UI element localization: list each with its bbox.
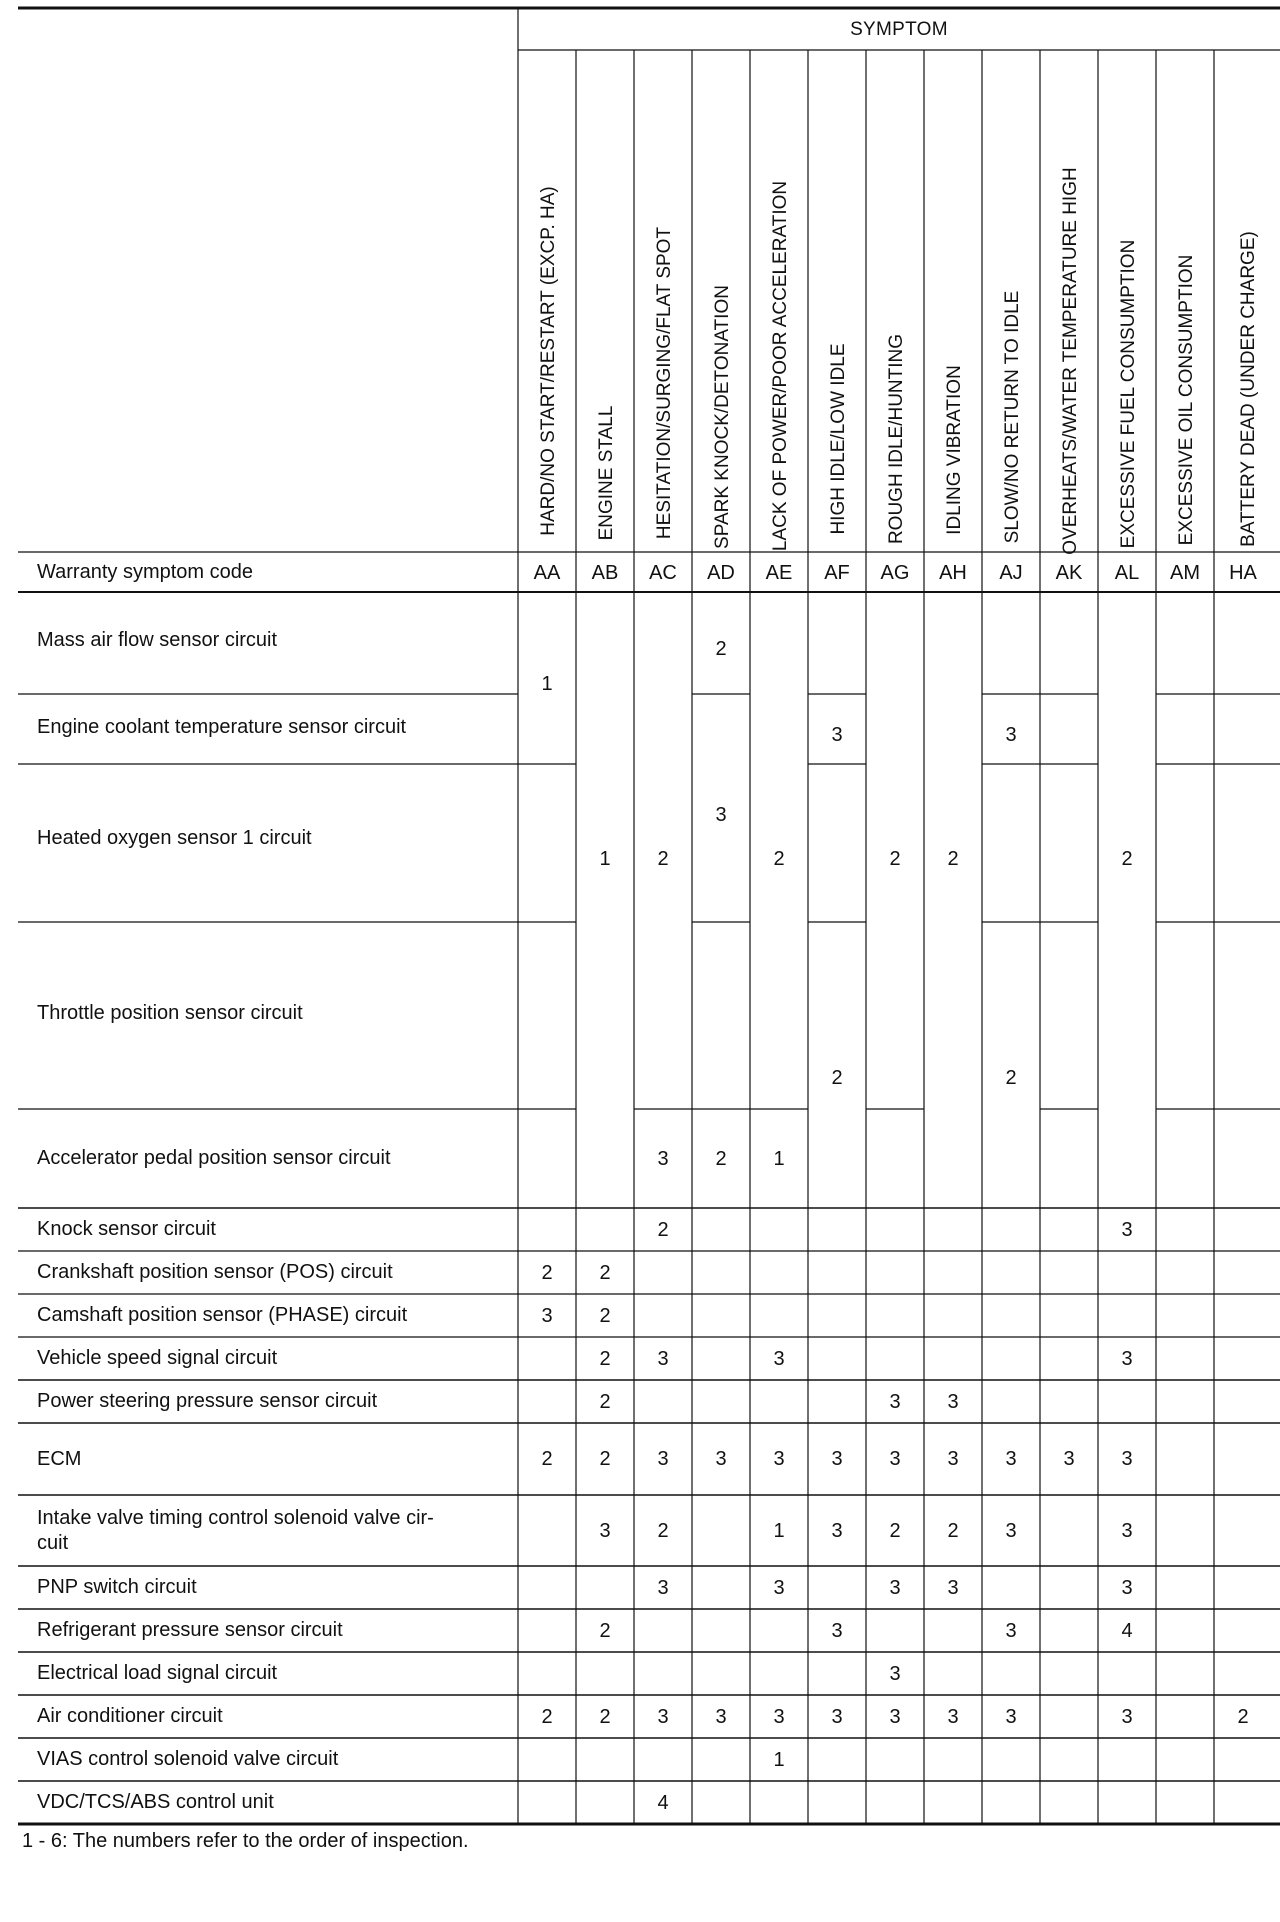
column-header-ak: OVERHEATS/WATER TEMPERATURE HIGH — [1060, 167, 1081, 555]
table-cell: 3 — [657, 1448, 669, 1470]
symptom-code: AH — [939, 561, 967, 584]
table-cell: 3 — [1121, 1448, 1133, 1470]
table-cell: 2 — [657, 848, 669, 870]
row-label: Camshaft position sensor (PHASE) circuit — [37, 1304, 408, 1326]
row-label: VIAS control solenoid valve circuit — [37, 1748, 339, 1770]
table-cell: 3 — [541, 1304, 553, 1327]
row-label: Intake valve timing control solenoid valve cir- cuit — [37, 1506, 434, 1554]
table-cell: 3 — [599, 1519, 611, 1542]
table-cell: 3 — [773, 1705, 785, 1728]
symptom-code: AE — [765, 561, 793, 584]
table-cell: 2 — [541, 1448, 553, 1470]
column-header-ha: BATTERY DEAD (UNDER CHARGE) — [1238, 230, 1259, 547]
symptom-code: HA — [1229, 561, 1257, 584]
column-header-aj: SLOW/NO RETURN TO IDLE — [1002, 290, 1023, 544]
table-cell: 3 — [657, 1705, 669, 1728]
table-cell: 3 — [1121, 1519, 1133, 1542]
column-header-al: EXCESSIVE FUEL CONSUMPTION — [1118, 240, 1139, 549]
table-cell: 3 — [657, 1147, 669, 1170]
table-cell: 3 — [1005, 1619, 1017, 1642]
footnote: 1 - 6: The numbers refer to the order of inspection. — [22, 1830, 469, 1852]
row-label: Knock sensor circuit — [37, 1218, 216, 1240]
symptom-code: AM — [1170, 561, 1200, 584]
symptom-code: AB — [591, 561, 619, 584]
table-cell: 1 — [599, 848, 611, 870]
table-cell: 2 — [657, 1218, 669, 1241]
table-cell: 2 — [541, 1261, 553, 1284]
table-cell: 3 — [831, 724, 843, 746]
table-cell: 3 — [657, 1576, 669, 1599]
column-header-aa: HARD/NO START/RESTART (EXCP. HA) — [538, 186, 559, 536]
column-header-ac: HESITATION/SURGING/FLAT SPOT — [654, 227, 675, 540]
table-cell: 3 — [1005, 724, 1017, 746]
table-cell: 3 — [831, 1705, 843, 1728]
table-cell: 2 — [599, 1448, 611, 1470]
column-header-ab: ENGINE STALL — [596, 405, 617, 541]
column-header-af: HIGH IDLE/LOW IDLE — [828, 343, 849, 535]
column-header-ag: ROUGH IDLE/HUNTING — [886, 334, 907, 545]
table-cell: 2 — [947, 1519, 959, 1542]
table-cell: 3 — [1121, 1705, 1133, 1728]
table-cell: 3 — [889, 1576, 901, 1599]
table-cell: 3 — [947, 1390, 959, 1413]
row-label: Power steering pressure sensor circuit — [37, 1390, 378, 1412]
symptom-code: AL — [1114, 561, 1140, 584]
row-label: VDC/TCS/ABS control unit — [37, 1791, 274, 1813]
row-label: Heated oxygen sensor 1 circuit — [37, 827, 312, 849]
table-cell: 2 — [1005, 1067, 1017, 1089]
symptom-header: SYMPTOM — [850, 19, 948, 40]
table-cell: 2 — [831, 1067, 843, 1089]
table-cell: 3 — [831, 1619, 843, 1642]
table-cell: 3 — [773, 1347, 785, 1370]
table-cell: 4 — [1121, 1619, 1133, 1642]
table-cell: 3 — [831, 1448, 843, 1470]
table-cell: 3 — [657, 1347, 669, 1370]
table-cell: 2 — [599, 1705, 611, 1728]
table-cell: 2 — [541, 1705, 553, 1728]
table-cell: 2 — [599, 1304, 611, 1327]
symptom-code: AA — [533, 561, 561, 584]
table-cell: 3 — [947, 1705, 959, 1728]
table-cell: 2 — [947, 848, 959, 870]
table-cell: 2 — [889, 1519, 901, 1542]
table-cell: 3 — [889, 1705, 901, 1728]
table-cell: 3 — [773, 1448, 785, 1470]
table-cell: 3 — [715, 1448, 727, 1470]
table-cell: 2 — [889, 848, 901, 870]
row-label: PNP switch circuit — [37, 1576, 197, 1598]
table-cell: 2 — [599, 1261, 611, 1284]
symptom-code: AD — [707, 561, 735, 584]
table-cell: 3 — [1063, 1448, 1075, 1470]
symptom-code: AF — [824, 561, 850, 584]
row-label: Engine coolant temperature sensor circuit — [37, 716, 407, 738]
row-label: Accelerator pedal position sensor circuit — [37, 1147, 391, 1169]
table-cell: 3 — [1121, 1347, 1133, 1370]
row-label: Crankshaft position sensor (POS) circuit — [37, 1261, 393, 1283]
column-header-ah: IDLING VIBRATION — [944, 365, 965, 536]
table-cell: 3 — [831, 1519, 843, 1542]
table-cell: 1 — [773, 1519, 785, 1542]
table-cell: 3 — [947, 1576, 959, 1599]
table-cell: 2 — [599, 1390, 611, 1413]
table-cell: 1 — [773, 1748, 785, 1771]
table-cell: 3 — [1121, 1576, 1133, 1599]
table-cell: 3 — [889, 1390, 901, 1413]
table-cell: 3 — [1121, 1218, 1133, 1241]
table-cell: 3 — [1005, 1705, 1017, 1728]
row-label: ECM — [37, 1447, 82, 1470]
table-cell: 2 — [715, 1147, 727, 1170]
table-cell: 3 — [889, 1448, 901, 1470]
table-cell: 3 — [947, 1448, 959, 1470]
table-cell: 2 — [599, 1347, 611, 1370]
table-cell: 3 — [715, 804, 727, 826]
column-header-ad: SPARK KNOCK/DETONATION — [712, 284, 733, 549]
table-cell: 2 — [773, 848, 785, 870]
row-label: Refrigerant pressure sensor circuit — [37, 1619, 343, 1641]
table-cell: 3 — [1005, 1448, 1017, 1470]
table-cell: 2 — [599, 1619, 611, 1642]
symptom-code: AJ — [999, 561, 1023, 584]
warranty-code-label: Warranty symptom code — [37, 561, 253, 583]
row-label: Throttle position sensor circuit — [37, 1002, 303, 1024]
table-cell: 1 — [541, 673, 553, 695]
table-cell: 1 — [773, 1147, 785, 1170]
table-cell: 2 — [715, 638, 727, 660]
row-label: Electrical load signal circuit — [37, 1662, 278, 1684]
column-header-am: EXCESSIVE OIL CONSUMPTION — [1176, 254, 1197, 546]
table-cell: 3 — [773, 1576, 785, 1599]
table-cell: 4 — [657, 1791, 669, 1814]
table-cell: 2 — [657, 1519, 669, 1542]
row-label: Vehicle speed signal circuit — [37, 1347, 278, 1369]
table-cell: 3 — [715, 1705, 727, 1728]
row-label: Mass air flow sensor circuit — [37, 629, 278, 651]
column-header-ae: LACK OF POWER/POOR ACCELERATION — [770, 181, 791, 552]
row-label: Air conditioner circuit — [37, 1705, 223, 1727]
table-cell: 2 — [1237, 1705, 1249, 1728]
symptom-code: AG — [880, 561, 910, 584]
symptom-code: AK — [1055, 561, 1083, 584]
symptom-code: AC — [649, 561, 677, 584]
table-cell: 3 — [1005, 1519, 1017, 1542]
table-cell: 3 — [889, 1662, 901, 1685]
table-cell: 2 — [1121, 848, 1133, 870]
